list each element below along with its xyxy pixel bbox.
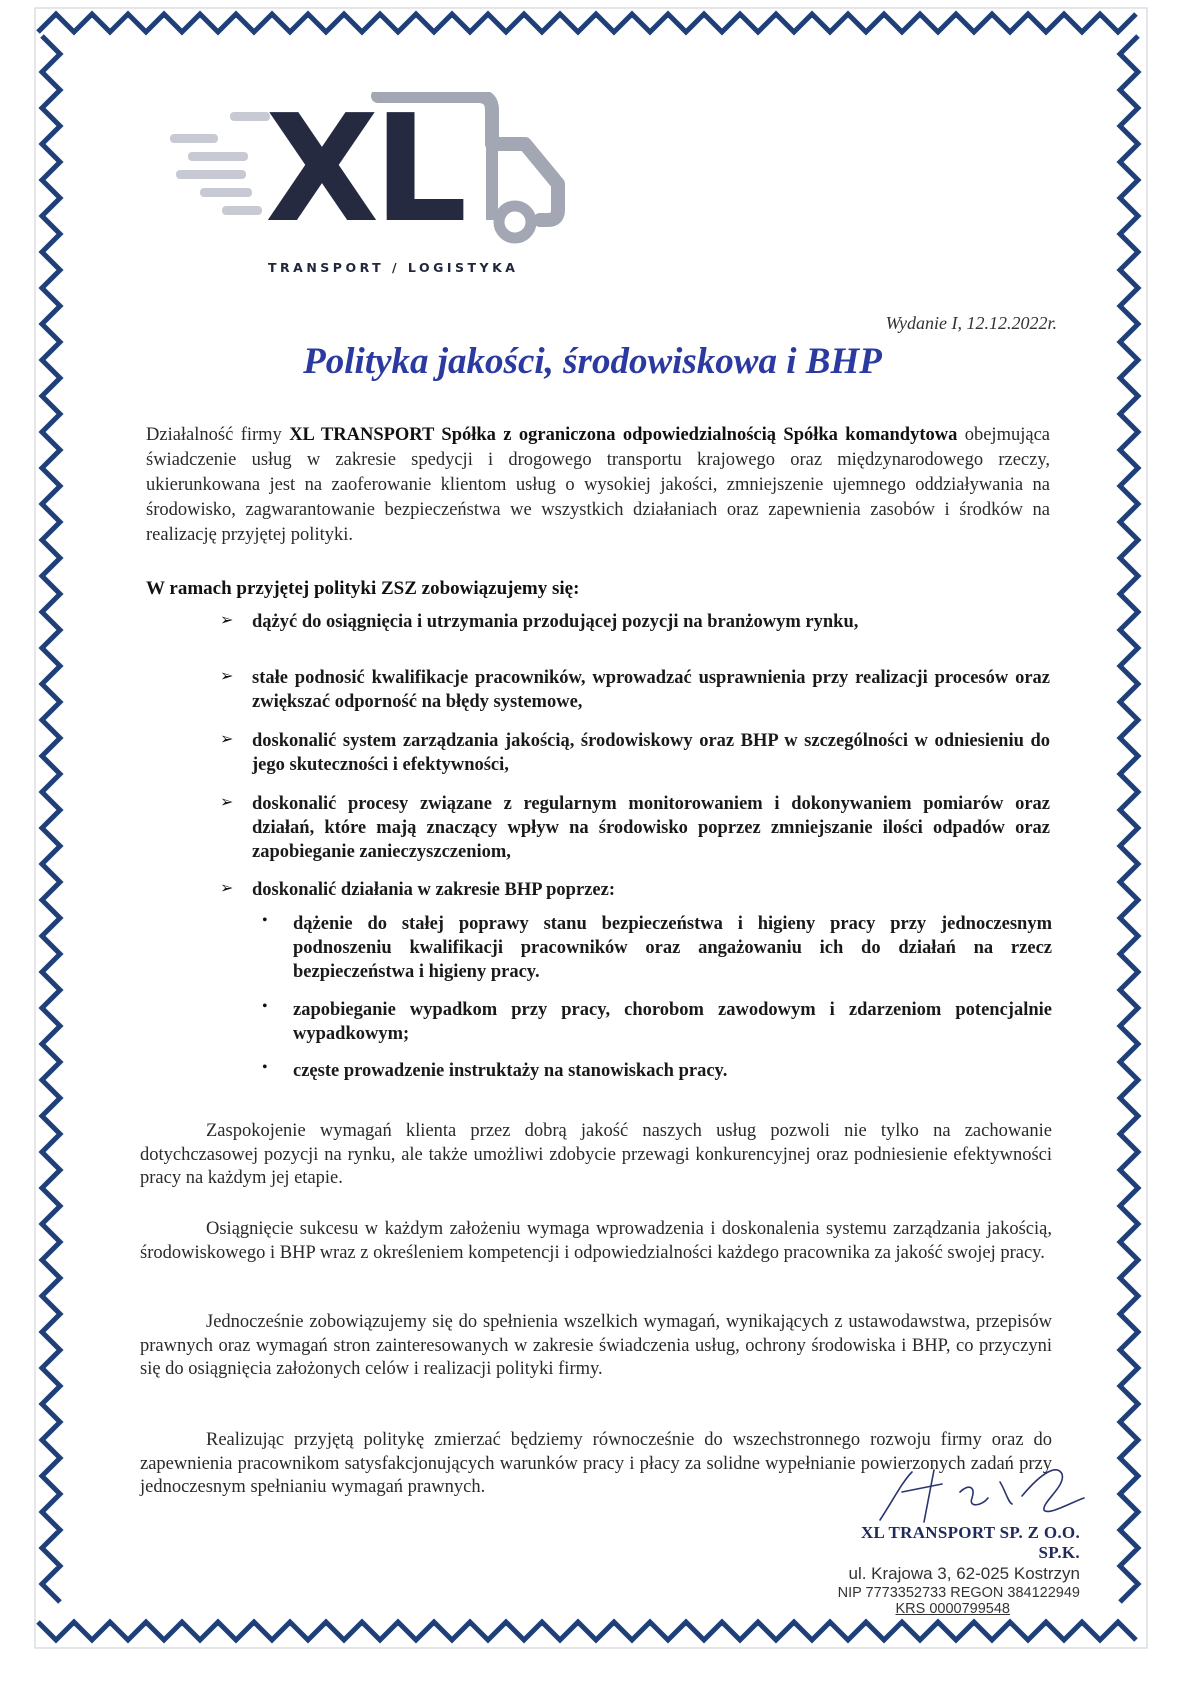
stamp-krs: KRS 0000799548 [895,1601,1010,1617]
logo-wordmark: XL [265,92,462,255]
commitment-text: stałe podnosić kwalifikacje pracowników, wprowadzać usprawnienia przy realizacji procesów oraz zwiększać odporność na błędy systemowe, [252,668,1050,712]
intro-paragraph [146,423,1050,548]
company-stamp [830,1523,1080,1617]
company-logo [170,92,610,287]
commitment-item [220,666,1050,714]
dot-bullet-icon: • [262,912,268,929]
document-title: Polityka jakości, środowiskowa i BHP [303,341,882,382]
commitments-heading: W ramach przyjętej polityki ZSZ zobowiązujemy się: [146,578,580,599]
bhp-point-text: dążenie do stałej poprawy stanu bezpieczeństwa i higieny pracy przy jednoczesnym podnoszeniu kwalifikacji pracowników oraz angażowaniu ich do działań na rzecz bezpieczeństwa i higieny pracy. [293,914,1052,982]
bhp-point [262,912,1052,984]
stamp-company: XL TRANSPORT SP. Z O.O. SP.K. [860,1523,1080,1562]
logo-graphic [170,92,610,257]
bhp-point [262,998,1052,1046]
commitment-item [220,792,1050,864]
dot-bullet-icon: • [262,998,268,1015]
stamp-ids: NIP 7773352733 REGON 384122949 [837,1585,1080,1601]
commitment-item [220,610,1050,634]
intro-rest: obejmująca świadczenie usług w zakresie spedycji i drogowego transportu krajowego oraz międzynarodowego rzeczy, ukierunkowana jest na zaoferowanie klientom usług o wysokiej jakości, zmniejszenie ujemnego oddziaływania na środowisko, zagwarantowanie bezpieczeństwa we wszystkich działaniach oraz zapewnienia zasobów i środków na realizację przyjętej polityki. [146,425,1050,545]
commitment-text: doskonalić procesy związane z regularnym monitorowaniem i dokonywaniem pomiarów oraz działań, które mają znaczący wpływ na środowisko poprzez zmniejszanie ilości odpadów oraz zapobieganie zanieczyszczeniom, [252,794,1050,862]
edition-date: Wydanie I, 12.12.2022r. [885,313,1057,333]
border-zigzag [42,36,60,1602]
border-zigzag [1120,36,1138,1602]
arrow-bullet-icon: ➢ [220,668,234,685]
arrow-bullet-icon: ➢ [220,612,234,629]
bhp-point [262,1059,1052,1083]
commitment-item [220,878,1050,902]
logo-tagline: TRANSPORT / LOGISTYKA [268,260,519,275]
commitment-text: dążyć do osiągnięcia i utrzymania przodującej pozycji na branżowym rynku, [252,612,859,632]
border-zigzag [38,1622,1136,1640]
commitment-text: doskonalić działania w zakresie BHP poprzez: [252,880,615,900]
body-paragraph: Osiągnięcie sukcesu w każdym założeniu wymaga wprowadzenia i doskonalenia systemu zarządzania jakością, środowiskowego i BHP wraz z określeniem kompetencji i odpowiedzialności każdego pracownika za jakość swojej pracy. [140,1219,1052,1263]
handwritten-signature [872,1462,1092,1532]
intro-lead: Działalność firmy [146,425,290,445]
body-paragraph: Zaspokojenie wymagań klienta przez dobrą jakość naszych usług pozwoli nie tylko na zachowanie dotychczasowej pozycji na rynku, ale także umożliwi zdobycie przewagi konkurencyjnej oraz podniesienie efektywności pracy na każdym jej etapie. [140,1121,1052,1188]
arrow-bullet-icon: ➢ [220,731,234,748]
commitment-item [220,729,1050,777]
dot-bullet-icon: • [262,1059,268,1076]
intro-company-name: XL TRANSPORT Spółka z ograniczona odpowiedzialnością Spółka komandytowa [289,425,958,445]
bhp-point-text: zapobieganie wypadkom przy pracy, chorobom zawodowym i zdarzeniom potencjalnie wypadkowym; [293,1000,1052,1044]
body-paragraph: Realizując przyjętą politykę zmierzać będziemy równocześnie do wszechstronnego rozwoju firmy oraz do zapewnienia pracownikom satysfakcjonujących warunków pracy i płacy za solidne wypełnianie powierzonych zadań przy jednoczesnym spełnianiu wymagań prawnych. [140,1430,1052,1497]
commitment-text: doskonalić system zarządzania jakością, środowiskowy oraz BHP w szczególności w odniesieniu do jego skuteczności i efektywności, [252,731,1050,775]
arrow-bullet-icon: ➢ [220,880,234,897]
arrow-bullet-icon: ➢ [220,794,234,811]
stamp-address: ul. Krajowa 3, 62-025 Kostrzyn [848,1564,1080,1583]
bhp-point-text: częste prowadzenie instruktaży na stanowiskach pracy. [293,1061,728,1081]
body-paragraph: Jednocześnie zobowiązujemy się do spełnienia wszelkich wymagań, wynikających z ustawodawstwa, przepisów prawnych oraz wymagań stron zainteresowanych w zakresie świadczenia usług, ochrony środowiska i BHP, co przyczyni się do osiągnięcia założonych celów i realizacji polityki firmy. [140,1312,1052,1379]
border-zigzag [38,14,1136,32]
